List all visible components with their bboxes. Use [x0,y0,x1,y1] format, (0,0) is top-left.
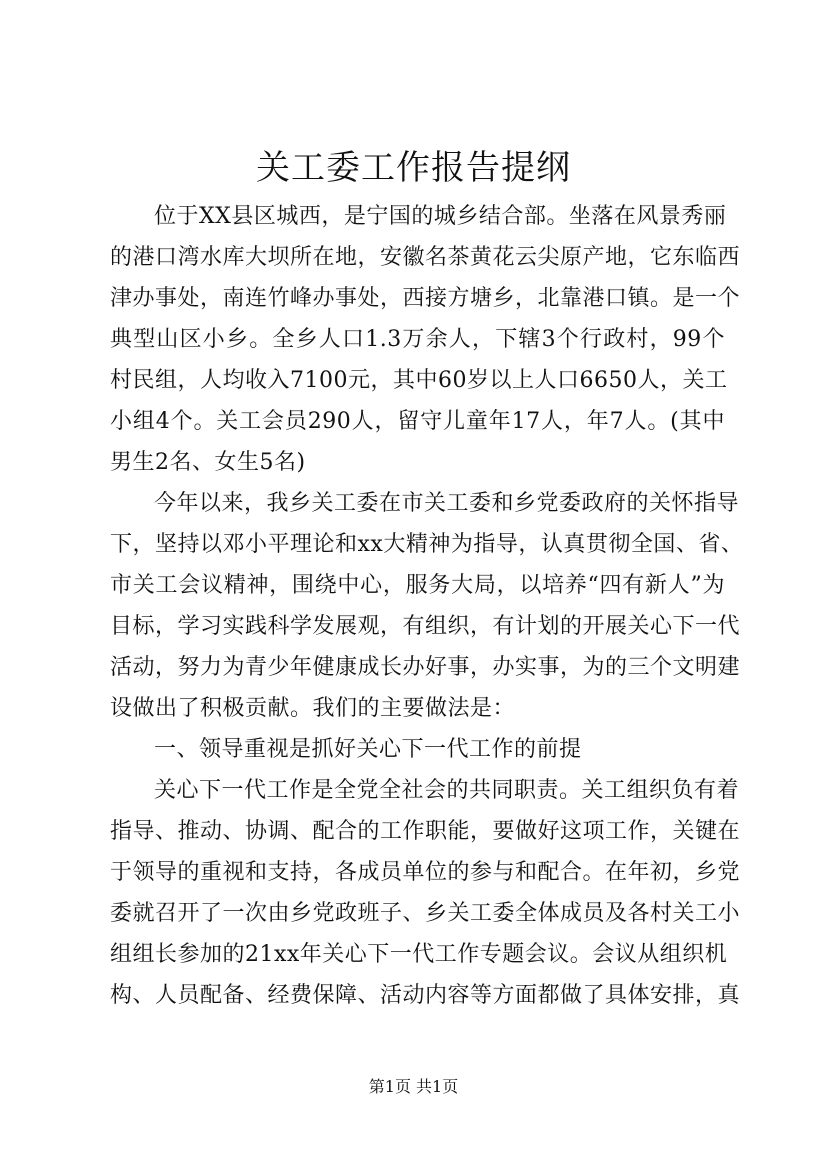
paragraph-line: 村民组，人均收入7100元，其中60岁以上人口6650人，关工 [110,368,728,393]
paragraph-line: 小组4个。关工会员290人，留守儿童年17人，年7人。(其中 [110,409,725,434]
paragraph-line: 目标，学习实践科学发展观，有组织，有计划的开展关心下一代 [110,614,741,639]
paragraph-line: 设做出了积极贡献。我们的主要做法是： [110,696,516,721]
document-body [110,196,744,1016]
paragraph-line: 男生2名、女生5名) [110,450,306,475]
paragraph-line: 市关工会议精神，围绕中心，服务大局，以培养“四有新人”为 [110,573,725,598]
paragraph-line: 关心下一代工作是全党全社会的共同职责。关工组织负有着 [154,778,740,803]
paragraph-line: 委就召开了一次由乡党政班子、乡关工委全体成员及各村关工小 [110,901,741,926]
paragraph-line: 典型山区小乡。全乡人口1.3万余人，下辖3个行政村，99个 [110,327,725,352]
paragraph-line: 津办事处，南连竹峰办事处，西接方塘乡，北靠港口镇。是一个 [110,286,741,311]
document-title: 关工委工作报告提纲 [256,148,571,188]
paragraph-line: 位于XX县区城西，是宁国的城乡结合部。坐落在风景秀丽 [154,204,727,229]
paragraph-line: 组组长参加的21xx年关心下一代工作专题会议。会议从组织机 [110,942,728,967]
section-heading: 一、领导重视是抓好关心下一代工作的前提 [154,737,582,762]
paragraph-line: 的港口湾水库大坝所在地，安徽名茶黄花云尖原产地，它东临西 [110,245,741,270]
paragraph-line: 构、人员配备、经费保障、活动内容等方面都做了具体安排，真 [110,983,741,1008]
paragraph-line: 指导、推动、协调、配合的工作职能，要做好这项工作，关键在 [110,819,741,844]
paragraph-line: 下，坚持以邓小平理论和xx大精神为指导，认真贯彻全国、省、 [110,532,744,557]
page-number-footer: 第1页 共1页 [368,1077,459,1096]
paragraph-line: 今年以来，我乡关工委在市关工委和乡党委政府的关怀指导 [154,491,740,516]
paragraph-line: 活动，努力为青少年健康成长办好事，办实事，为的三个文明建 [110,655,741,680]
paragraph-line: 于领导的重视和支持，各成员单位的参与和配合。在年初，乡党 [110,860,741,885]
